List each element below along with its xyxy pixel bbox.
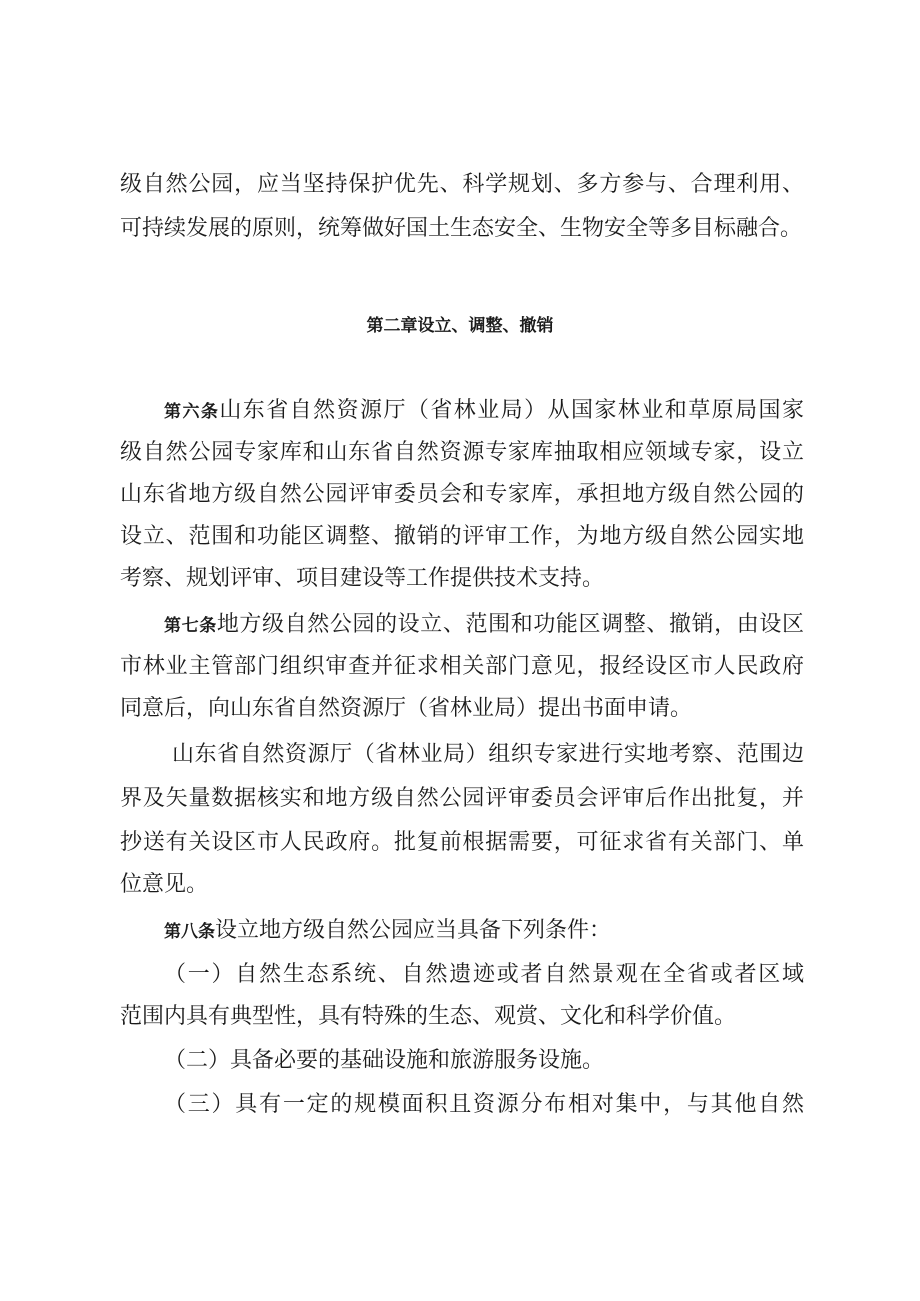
article-8-line-1 — [164, 916, 804, 947]
paragraph-line: 级自然公园专家库和山东省自然资源专家库抽取相应领域专家，设立 — [120, 440, 804, 465]
list-item-line: （二）具备必要的基础设施和旅游服务设施。 — [164, 1048, 605, 1073]
list-item-line: 范围内具有典型性，具有特殊的生态、观赏、文化和科学价值。 — [120, 1004, 737, 1029]
article-label: 第八条 — [164, 922, 215, 942]
paragraph-line: 级自然公园，应当坚持保护优先、科学规划、多方参与、合理利用、 — [120, 172, 804, 197]
article-text: 设立地方级自然公园应当具备下列条件： — [215, 918, 612, 943]
list-item-line: （一）自然生态系统、自然遗迹或者自然景观在全省或者区域 — [164, 962, 804, 987]
paragraph-line: 抄送有关设区市人民政府。批复前根据需要，可征求省有关部门、单 — [120, 830, 804, 855]
list-item-line: （三）具有一定的规模面积且资源分布相对集中，与其他自然 — [164, 1092, 804, 1117]
paragraph-line: 界及矢量数据核实和地方级自然公园评审委员会评审后作出批复，并 — [120, 786, 804, 811]
paragraph-line: 考察、规划评审、项目建设等工作提供技术支持。 — [120, 566, 605, 591]
paragraph-line: 市林业主管部门组织审查并征求相关部门意见，报经设区市人民政府 — [120, 654, 804, 679]
paragraph-line: 山东省地方级自然公园评审委员会和专家库，承担地方级自然公园的 — [120, 482, 804, 507]
paragraph-line: 同意后，向山东省自然资源厅（省林业局）提出书面申请。 — [120, 696, 693, 721]
article-label: 第六条 — [164, 402, 220, 422]
article-text: 山东省自然资源厅（省林业局）从国家林业和草原局国家 — [219, 398, 804, 423]
chapter-heading: 第二章设立、调整、撤销 — [366, 316, 554, 336]
paragraph-line: 山东省自然资源厅（省林业局）组织专家进行实地考察、范围边 — [172, 742, 804, 767]
paragraph-line: 位意见。 — [120, 872, 209, 897]
article-6-line-1 — [164, 396, 804, 427]
article-text: 地方级自然公园的设立、范围和功能区调整、撤销，由设区 — [216, 612, 804, 637]
paragraph-line: 设立、范围和功能区调整、撤销的评审工作，为地方级自然公园实地 — [120, 524, 804, 549]
paragraph-line: 可持续发展的原则，统筹做好国土生态安全、生物安全等多目标融合。 — [120, 216, 803, 241]
article-label: 第七条 — [164, 616, 217, 636]
article-7-line-1 — [164, 610, 804, 641]
